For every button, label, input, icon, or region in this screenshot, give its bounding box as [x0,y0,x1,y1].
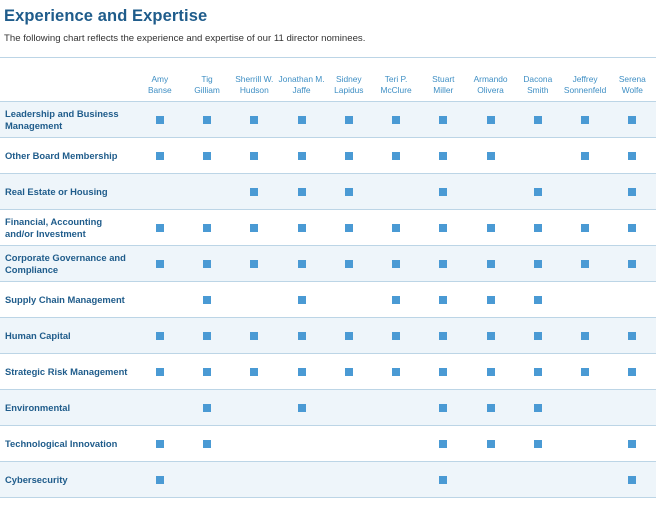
table-row [0,246,656,282]
square-marker-icon [345,332,353,340]
matrix-cell-marked [609,102,656,138]
matrix-cell-marked [278,318,325,354]
matrix-cell-marked [231,246,278,282]
nominee-column-header [136,58,183,102]
matrix-cell-marked [561,246,608,282]
matrix-cell-marked [325,102,372,138]
nominee-column-header [278,58,325,102]
nominee-first-name: Teri P. [372,74,419,85]
matrix-cell-marked [278,210,325,246]
nominee-last-name: McClure [372,85,419,96]
matrix-cell-marked [609,210,656,246]
square-marker-icon [203,440,211,448]
matrix-cell-marked [609,426,656,462]
matrix-cell-empty [136,174,183,210]
square-marker-icon [439,224,447,232]
matrix-cell-marked [136,462,183,498]
square-marker-icon [250,152,258,160]
matrix-cell-marked [514,246,561,282]
square-marker-icon [298,260,306,268]
matrix-cell-marked [514,426,561,462]
matrix-cell-empty [325,462,372,498]
square-marker-icon [156,116,164,124]
matrix-cell-marked [420,282,467,318]
matrix-cell-marked [467,102,514,138]
matrix-cell-marked [561,138,608,174]
nominee-column-header [325,58,372,102]
footer-cell [372,498,419,508]
matrix-cell-empty [561,282,608,318]
square-marker-icon [534,224,542,232]
matrix-cell-marked [231,102,278,138]
square-marker-icon [203,368,211,376]
nominee-first-name: Jeffrey [561,74,608,85]
category-label: Technological Innovation [0,426,136,462]
matrix-cell-marked [467,210,514,246]
matrix-cell-marked [609,354,656,390]
square-marker-icon [392,116,400,124]
nominee-first-name: Serena [609,74,656,85]
category-label: Cybersecurity [0,462,136,498]
square-marker-icon [581,332,589,340]
category-label: Strategic Risk Management [0,354,136,390]
table-row [0,390,656,426]
matrix-cell-marked [467,426,514,462]
nominee-last-name: Gilliam [183,85,230,96]
matrix-cell-marked [420,390,467,426]
nominee-last-name: Hudson [231,85,278,96]
square-marker-icon [345,260,353,268]
matrix-cell-marked [514,210,561,246]
matrix-cell-empty [183,462,230,498]
square-marker-icon [156,440,164,448]
matrix-cell-marked [136,246,183,282]
matrix-cell-empty [136,390,183,426]
footer-cell [561,498,608,508]
square-marker-icon [534,440,542,448]
nominee-first-name: Sidney [325,74,372,85]
matrix-cell-empty [278,426,325,462]
nominee-first-name: Sherrill W. [231,74,278,85]
square-marker-icon [345,152,353,160]
square-marker-icon [392,152,400,160]
matrix-cell-marked [325,318,372,354]
nominee-column-header [372,58,419,102]
experience-matrix-table [0,57,656,508]
square-marker-icon [439,260,447,268]
matrix-cell-marked [325,210,372,246]
matrix-cell-marked [420,462,467,498]
square-marker-icon [298,224,306,232]
matrix-cell-marked [278,102,325,138]
square-marker-icon [156,368,164,376]
matrix-cell-marked [136,354,183,390]
matrix-cell-marked [561,210,608,246]
footer-cell [183,498,230,508]
matrix-cell-empty [231,390,278,426]
page-subtitle: The following chart reflects the experience and expertise of our 11 director nominees. [0,26,656,45]
nominee-column-header [561,58,608,102]
footer-cell [514,498,561,508]
matrix-cell-marked [325,354,372,390]
square-marker-icon [250,116,258,124]
category-label: Environmental [0,390,136,426]
nominee-last-name: Lapidus [325,85,372,96]
nominee-first-name: Jonathan M. [278,74,325,85]
matrix-cell-marked [136,138,183,174]
square-marker-icon [534,404,542,412]
matrix-cell-empty [136,282,183,318]
square-marker-icon [487,296,495,304]
square-marker-icon [487,440,495,448]
matrix-cell-empty [231,462,278,498]
square-marker-icon [203,332,211,340]
table-row [0,102,656,138]
square-marker-icon [345,116,353,124]
matrix-cell-marked [467,318,514,354]
square-marker-icon [581,116,589,124]
matrix-cell-marked [231,174,278,210]
matrix-cell-marked [420,138,467,174]
category-label: Leadership and Business Management [0,102,136,138]
square-marker-icon [298,296,306,304]
square-marker-icon [581,368,589,376]
matrix-cell-marked [514,390,561,426]
matrix-cell-marked [183,210,230,246]
matrix-cell-marked [183,282,230,318]
footer-cell [609,498,656,508]
matrix-cell-marked [467,390,514,426]
matrix-cell-marked [325,174,372,210]
nominee-column-header [231,58,278,102]
matrix-cell-empty [325,282,372,318]
footer-cell [231,498,278,508]
nominee-first-name: Amy [136,74,183,85]
square-marker-icon [628,332,636,340]
table-row [0,354,656,390]
matrix-cell-empty [372,462,419,498]
matrix-cell-marked [372,354,419,390]
category-label: Corporate Governance and Compliance [0,246,136,282]
square-marker-icon [581,152,589,160]
matrix-cell-marked [278,282,325,318]
matrix-cell-marked [183,138,230,174]
matrix-cell-empty [278,462,325,498]
square-marker-icon [392,224,400,232]
matrix-cell-marked [514,102,561,138]
matrix-cell-marked [325,138,372,174]
nominee-last-name: Wolfe [609,85,656,96]
table-row [0,210,656,246]
table-row [0,138,656,174]
table-row [0,462,656,498]
matrix-cell-marked [467,138,514,174]
matrix-cell-empty [561,174,608,210]
table-row [0,282,656,318]
matrix-cell-marked [514,354,561,390]
square-marker-icon [250,188,258,196]
square-marker-icon [156,476,164,484]
footer-cell [278,498,325,508]
matrix-cell-marked [183,246,230,282]
square-marker-icon [345,368,353,376]
table-footer-spacer [0,498,656,508]
matrix-cell-marked [372,282,419,318]
matrix-cell-marked [514,174,561,210]
table-header-row [0,58,656,102]
square-marker-icon [298,368,306,376]
matrix-cell-marked [183,354,230,390]
square-marker-icon [628,368,636,376]
footer-cell [136,498,183,508]
matrix-cell-empty [467,462,514,498]
square-marker-icon [203,404,211,412]
square-marker-icon [628,116,636,124]
matrix-cell-marked [372,246,419,282]
nominee-column-header [467,58,514,102]
square-marker-icon [250,332,258,340]
matrix-cell-marked [325,246,372,282]
square-marker-icon [581,224,589,232]
square-marker-icon [581,260,589,268]
square-marker-icon [250,368,258,376]
square-marker-icon [487,224,495,232]
matrix-cell-marked [514,318,561,354]
square-marker-icon [156,260,164,268]
matrix-cell-empty [372,426,419,462]
matrix-cell-marked [420,318,467,354]
footer-cell [325,498,372,508]
footer-cell [467,498,514,508]
matrix-cell-empty [561,462,608,498]
square-marker-icon [439,188,447,196]
square-marker-icon [156,332,164,340]
matrix-cell-marked [420,102,467,138]
matrix-cell-empty [372,390,419,426]
matrix-cell-marked [278,354,325,390]
matrix-cell-marked [183,390,230,426]
square-marker-icon [487,260,495,268]
nominee-column-header [183,58,230,102]
matrix-cell-marked [420,354,467,390]
square-marker-icon [628,260,636,268]
square-marker-icon [487,332,495,340]
matrix-cell-empty [609,390,656,426]
matrix-cell-marked [136,318,183,354]
square-marker-icon [487,368,495,376]
square-marker-icon [534,260,542,268]
square-marker-icon [203,152,211,160]
square-marker-icon [298,116,306,124]
nominee-column-header [420,58,467,102]
matrix-cell-marked [231,210,278,246]
matrix-cell-marked [372,318,419,354]
matrix-cell-empty [231,282,278,318]
square-marker-icon [628,152,636,160]
square-marker-icon [439,476,447,484]
nominee-column-header [609,58,656,102]
square-marker-icon [534,368,542,376]
matrix-cell-empty [561,426,608,462]
category-label: Other Board Membership [0,138,136,174]
square-marker-icon [534,296,542,304]
matrix-cell-empty [514,462,561,498]
square-marker-icon [439,368,447,376]
matrix-cell-marked [136,426,183,462]
square-marker-icon [250,224,258,232]
square-marker-icon [250,260,258,268]
square-marker-icon [628,476,636,484]
nominee-last-name: Jaffe [278,85,325,96]
matrix-cell-marked [278,246,325,282]
nominee-first-name: Stuart [420,74,467,85]
matrix-cell-marked [609,246,656,282]
square-marker-icon [298,188,306,196]
square-marker-icon [156,224,164,232]
matrix-cell-empty [561,390,608,426]
matrix-cell-marked [372,138,419,174]
nominee-column-header [514,58,561,102]
matrix-cell-marked [467,282,514,318]
matrix-cell-empty [183,174,230,210]
square-marker-icon [439,404,447,412]
square-marker-icon [392,368,400,376]
nominee-first-name: Armando [467,74,514,85]
square-marker-icon [628,224,636,232]
table-row [0,426,656,462]
table-row [0,174,656,210]
matrix-cell-empty [325,426,372,462]
matrix-cell-marked [609,138,656,174]
matrix-cell-marked [420,246,467,282]
square-marker-icon [392,296,400,304]
square-marker-icon [487,404,495,412]
nominee-last-name: Sonnenfeld [561,85,608,96]
matrix-cell-marked [561,354,608,390]
matrix-cell-marked [561,102,608,138]
category-label: Financial, Accounting and/or Investment [0,210,136,246]
matrix-cell-marked [609,318,656,354]
matrix-cell-marked [183,102,230,138]
category-label: Human Capital [0,318,136,354]
matrix-cell-marked [231,318,278,354]
square-marker-icon [487,116,495,124]
matrix-cell-marked [278,390,325,426]
matrix-cell-marked [183,318,230,354]
matrix-cell-empty [609,282,656,318]
square-marker-icon [345,188,353,196]
square-marker-icon [298,332,306,340]
square-marker-icon [439,152,447,160]
matrix-cell-marked [561,318,608,354]
footer-cell [420,498,467,508]
matrix-cell-empty [325,390,372,426]
nominee-last-name: Smith [514,85,561,96]
square-marker-icon [203,260,211,268]
matrix-cell-marked [136,210,183,246]
square-marker-icon [203,296,211,304]
square-marker-icon [487,152,495,160]
square-marker-icon [392,260,400,268]
matrix-cell-marked [136,102,183,138]
nominee-last-name: Olivera [467,85,514,96]
matrix-cell-marked [231,354,278,390]
nominee-first-name: Dacona [514,74,561,85]
matrix-cell-marked [609,462,656,498]
square-marker-icon [203,116,211,124]
matrix-cell-marked [467,354,514,390]
matrix-cell-marked [467,246,514,282]
square-marker-icon [392,332,400,340]
matrix-cell-marked [420,210,467,246]
matrix-cell-marked [420,426,467,462]
matrix-cell-marked [231,138,278,174]
nominee-last-name: Banse [136,85,183,96]
matrix-cell-marked [514,282,561,318]
footer-cell [0,498,136,508]
matrix-cell-marked [420,174,467,210]
square-marker-icon [628,188,636,196]
matrix-cell-marked [183,426,230,462]
square-marker-icon [203,224,211,232]
square-marker-icon [345,224,353,232]
square-marker-icon [439,440,447,448]
table-row [0,318,656,354]
table-corner-cell [0,58,136,102]
matrix-cell-empty [231,426,278,462]
nominee-last-name: Miller [420,85,467,96]
matrix-cell-empty [514,138,561,174]
matrix-cell-marked [278,138,325,174]
square-marker-icon [439,116,447,124]
square-marker-icon [534,188,542,196]
matrix-cell-empty [372,174,419,210]
matrix-cell-marked [609,174,656,210]
page-title: Experience and Expertise [0,0,656,26]
square-marker-icon [439,332,447,340]
square-marker-icon [534,116,542,124]
nominee-first-name: Tig [183,74,230,85]
matrix-cell-marked [372,210,419,246]
category-label: Real Estate or Housing [0,174,136,210]
square-marker-icon [439,296,447,304]
square-marker-icon [298,404,306,412]
square-marker-icon [534,332,542,340]
square-marker-icon [628,440,636,448]
square-marker-icon [156,152,164,160]
category-label: Supply Chain Management [0,282,136,318]
matrix-cell-empty [467,174,514,210]
matrix-cell-marked [372,102,419,138]
matrix-cell-marked [278,174,325,210]
square-marker-icon [298,152,306,160]
